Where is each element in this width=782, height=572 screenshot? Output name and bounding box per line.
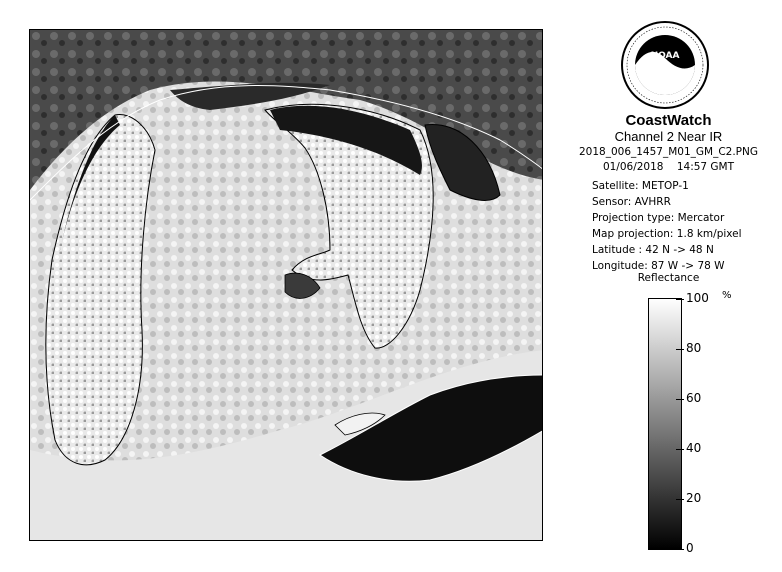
longitude-info: Longitude: 87 W -> 78 W — [592, 260, 725, 272]
colorbar-tick-mark — [676, 299, 684, 300]
satellite-info: Satellite: METOP-1 — [592, 180, 689, 192]
acquisition-datetime — [555, 161, 782, 173]
colorbar-tick-mark — [676, 449, 684, 450]
file-name: 2018_006_1457_M01_GM_C2.PNG — [578, 146, 759, 158]
reflectance-colorbar — [648, 298, 682, 550]
colorbar-tick-mark — [676, 349, 684, 350]
map-imagery — [30, 30, 543, 541]
colorbar-tick-label: 0 — [686, 541, 694, 555]
info-panel — [555, 0, 782, 572]
noaa-logo-text: NOAA — [650, 51, 680, 61]
colorbar-tick-mark — [676, 399, 684, 400]
colorbar-tick-mark — [676, 499, 684, 500]
colorbar-tick-label: 40 — [686, 441, 702, 455]
latitude-info: Latitude : 42 N -> 48 N — [592, 244, 714, 256]
legend-unit: % — [722, 290, 732, 301]
satellite-map — [29, 29, 543, 541]
noaa-logo — [620, 20, 710, 110]
legend-title: Reflectance — [637, 272, 700, 284]
sensor-info: Sensor: AVHRR — [592, 196, 671, 208]
colorbar-tick-label: 60 — [686, 391, 702, 405]
acquisition-time: 14:57 GMT — [676, 161, 735, 173]
channel-label: Channel 2 Near IR — [614, 129, 723, 144]
colorbar-tick-label: 100 — [686, 291, 709, 305]
acquisition-date: 01/06/2018 — [602, 161, 664, 173]
projection-type-info: Projection type: Mercator — [592, 212, 725, 224]
brand-title: CoastWatch — [625, 112, 712, 129]
colorbar-tick-mark — [676, 549, 684, 550]
map-projection-info: Map projection: 1.8 km/pixel — [592, 228, 742, 240]
colorbar-tick-label: 20 — [686, 491, 702, 505]
colorbar-tick-label: 80 — [686, 341, 702, 355]
